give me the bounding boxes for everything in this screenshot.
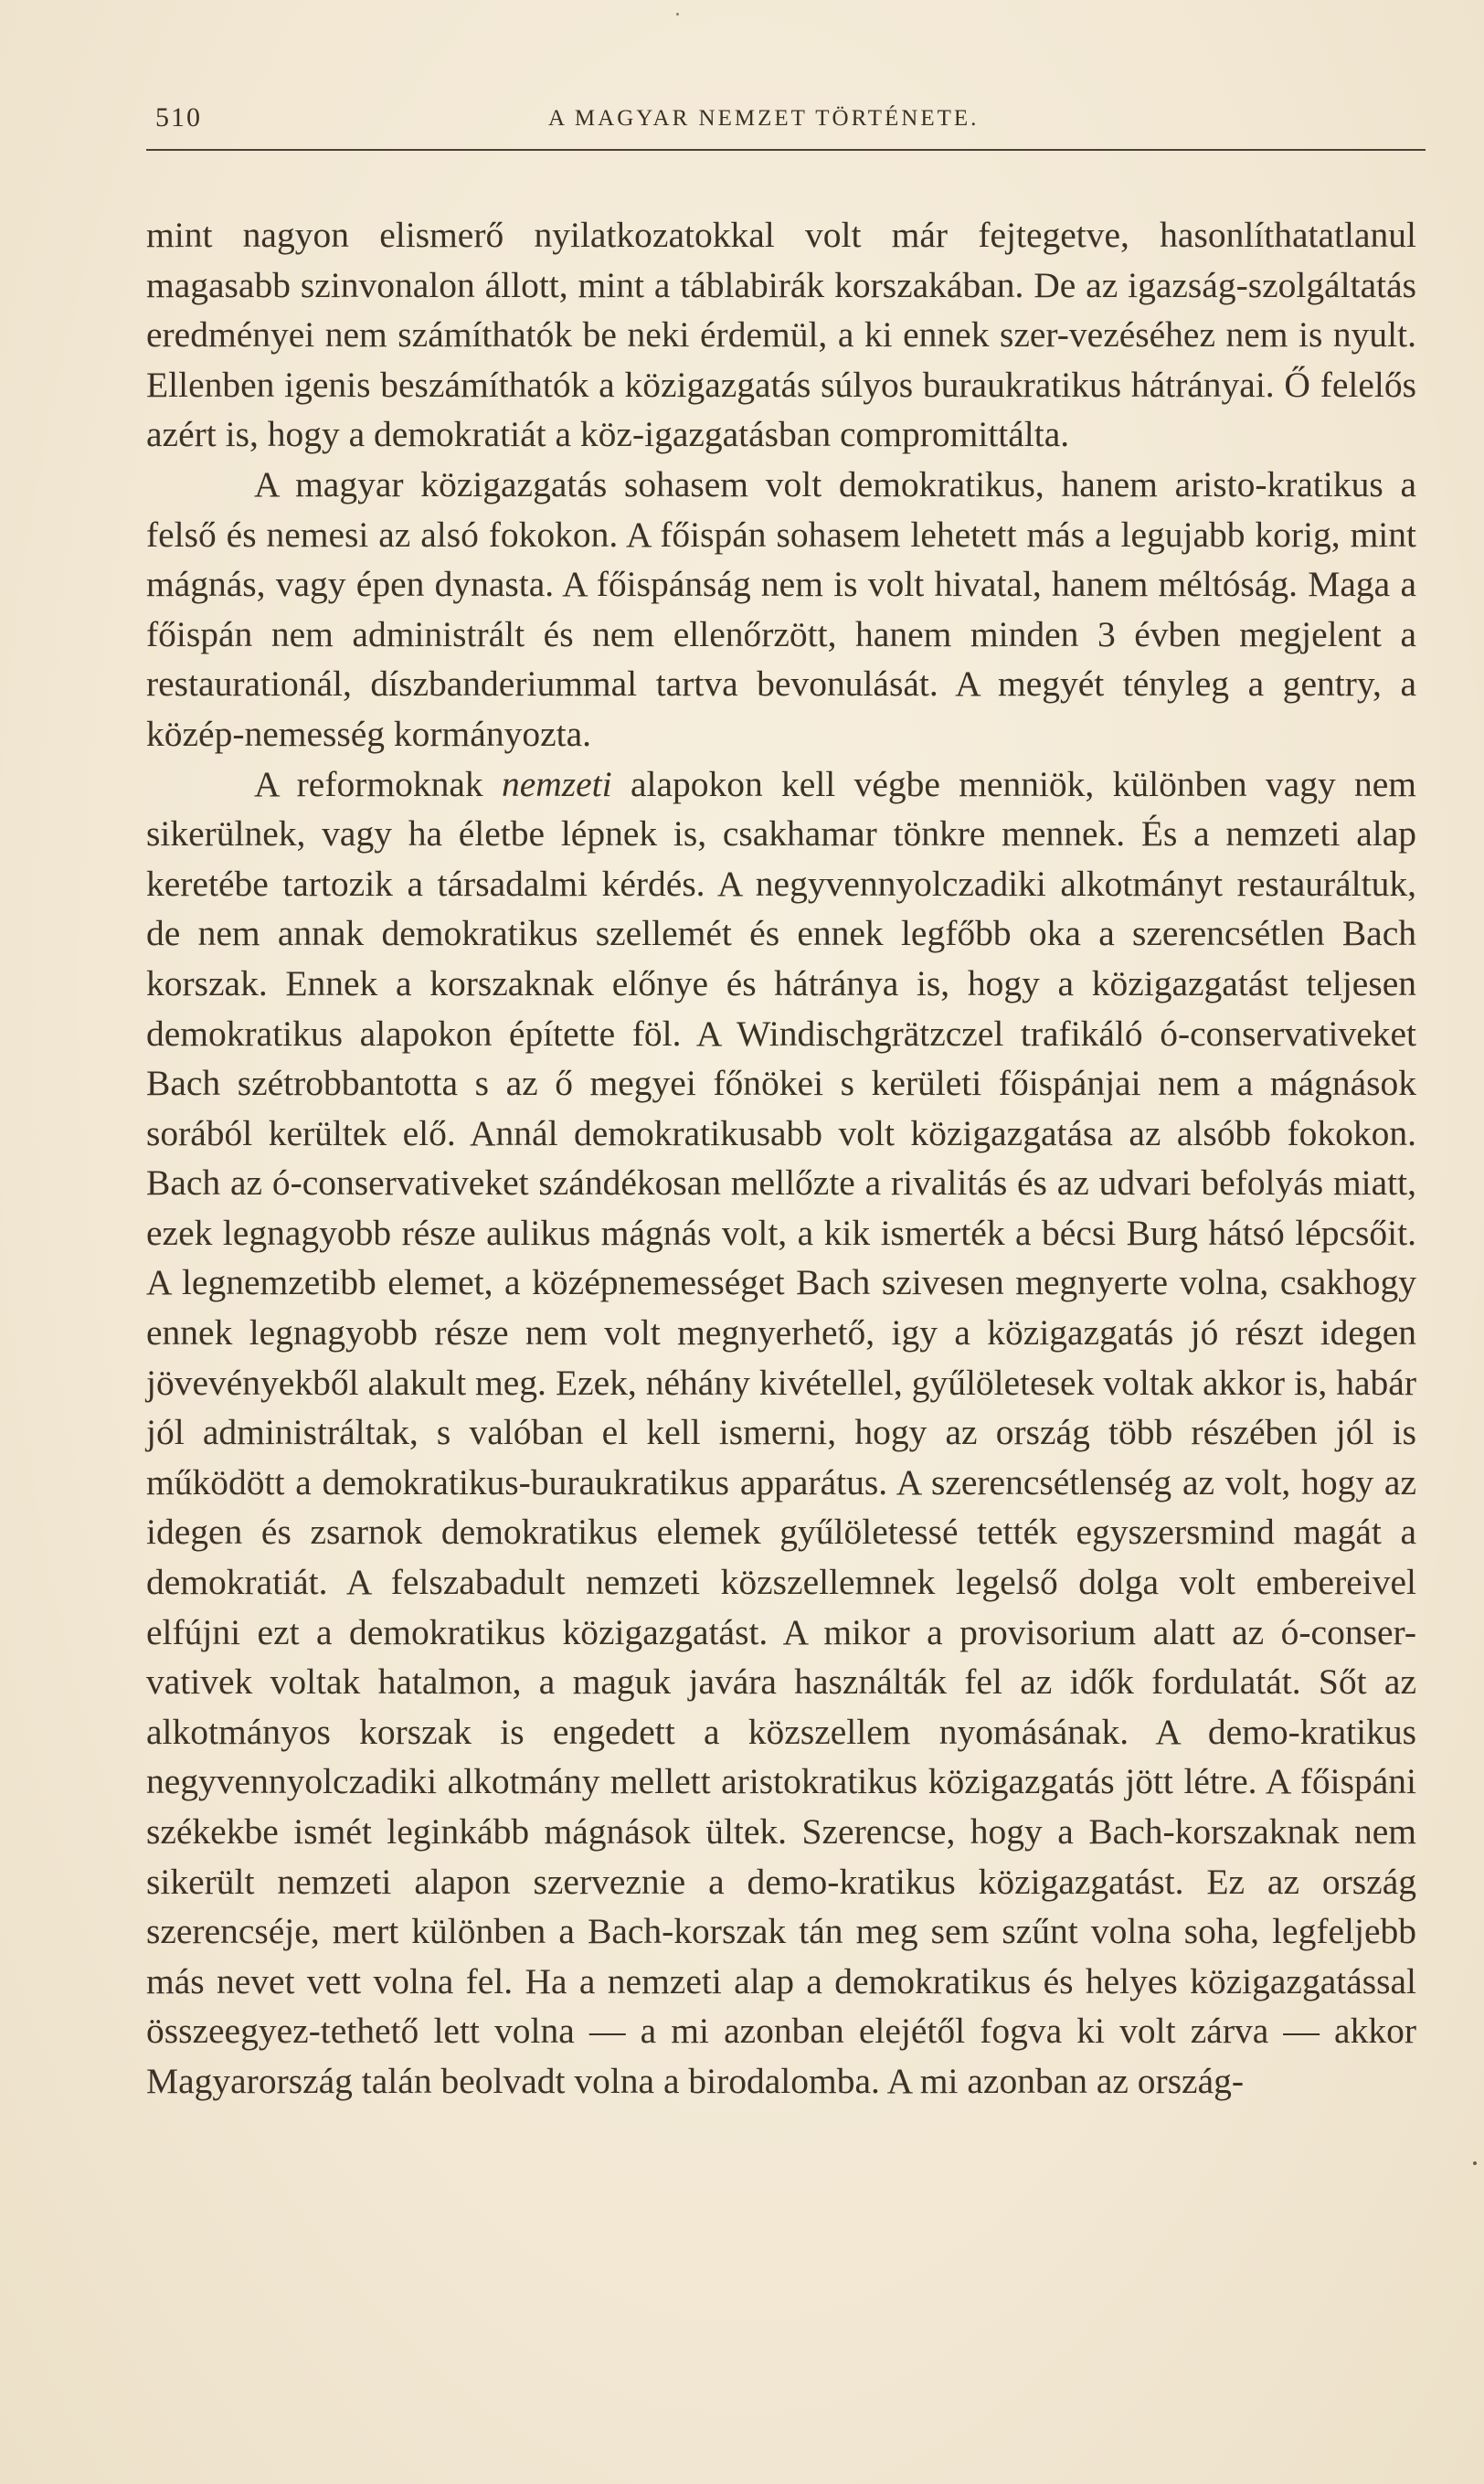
page-number: 510 [155,102,202,133]
emphasis-nemzeti: nemzeti [501,763,612,804]
running-title: A MAGYAR NEMZET TÖRTÉNETE. [548,106,980,131]
margin-mark [1473,2161,1477,2165]
paper-speck [676,13,679,16]
body-text [146,210,1416,2107]
paragraph-3-start: A reformoknak [254,763,502,804]
paragraph-2: A magyar közigazgatás sohasem volt demokratikus, hanem aristo-kratikus a felső és nemesi az alsó fokokon. A főispán sohasem lehetett más a legujabb korig, mint mágnás, vagy épen dynasta. A főispánság nem is volt hivatal, hanem méltóság. Maga a főispán nem administrált és nem ellenőrzött, hanem minden 3 évben megjelent a restaurationál, díszbanderiummal tartva bevonulását. A megyét tényleg a gentry, a közép-nemesség kormányozta. [146,463,1416,754]
header-rule [146,149,1426,151]
paragraph-3-rest: alapokon kell végbe menniök, különben vagy nem sikerülnek, vagy ha életbe lépnek is, csakhamar tönkre mennek. És a nemzeti alap keretébe tartozik a társadalmi kérdés. A negyvennyolczadiki alkotmányt restauráltuk, de nem annak demokratikus szellemét és ennek legfőbb oka a szerencsétlen Bach korszak. Ennek a korszaknak előnye és hátránya is, hogy a közigazgatást teljesen demokratikus alapokon építette föl. A Windischgrätzczel trafikáló ó-conservativeket Bach szétrobbantotta s az ő megyei főnökei s kerületi főispánjai nem a mágnások sorából kerültek elő. Annál demokratikusabb volt közigazgatása az alsóbb fokokon. Bach az ó-conservativeket szándékosan mellőzte a rivalitás és az udvari befolyás miatt, ezek legnagyobb része aulikus mágnás volt, a kik ismerték a bécsi Burg hátsó lépcsőit. A legnemzetibb elemet, a középnemességet Bach szivesen megnyerte volna, csakhogy ennek legnagyobb része nem volt megnyerhető, igy a közigazgatás jó részt idegen jövevényekből alakult meg. Ezek, néhány kivétellel, gyűlöletesek voltak akkor is, habár jól administráltak, s valóban el kell ismerni, hogy az ország több részében jól is működött a demokratikus-buraukratikus apparátus. A szerencsétlenség az volt, hogy az idegen és zsarnok demokratikus elemek gyűlöletessé tették egyszersmind magát a demokratiát. A felszabadult nemzeti közszellemnek legelső dolga volt embereivel elfújni ezt a demokratikus közigazgatást. A mikor a provisorium alatt az ó-conser-vativek voltak hatalmon, a maguk javára használták fel az idők fordulatát. Sőt az alkotmányos korszak is engedett a közszellem nyomásának. A demo-kratikus negyvennyolczadiki alkotmány mellett aristokratikus közigazgatás jött létre. A főispáni székekbe ismét leginkább mágnások ültek. Szerencse, hogy a Bach-korszaknak nem sikerült nemzeti alapon szerveznie a demo-kratikus közigazgatást. Ez az ország szerencséje, mert különben a Bach-korszak tán meg sem szűnt volna soha, legfeljebb más nevet vett volna fel. Ha a nemzeti alap a demokratikus és helyes közigazgatással összeegyez-tethető lett volna — a mi azonban elejétől fogva ki volt zárva — akkor Magyarország talán beolvadt volna a birodalomba. A mi azonban az ország- [146,763,1417,2101]
paragraph-3 [146,759,1416,2107]
paragraph-1: mint nagyon elismerő nyilatkozatokkal volt már fejtegetve, hasonlíthatatlanul magasabb szinvonalon állott, mint a táblabirák korszakában. De az igazság-szolgáltatás eredményei nem számíthatók be neki érdemül, a ki ennek szer-vezéséhez nem is nyult. Ellenben igenis beszámíthatók a közigazgatás súlyos buraukratikus hátrányai. Ő felelős azért is, hogy a demokratiát a köz-igazgatásban compromittálta. [146,215,1416,455]
running-header [146,102,1426,148]
